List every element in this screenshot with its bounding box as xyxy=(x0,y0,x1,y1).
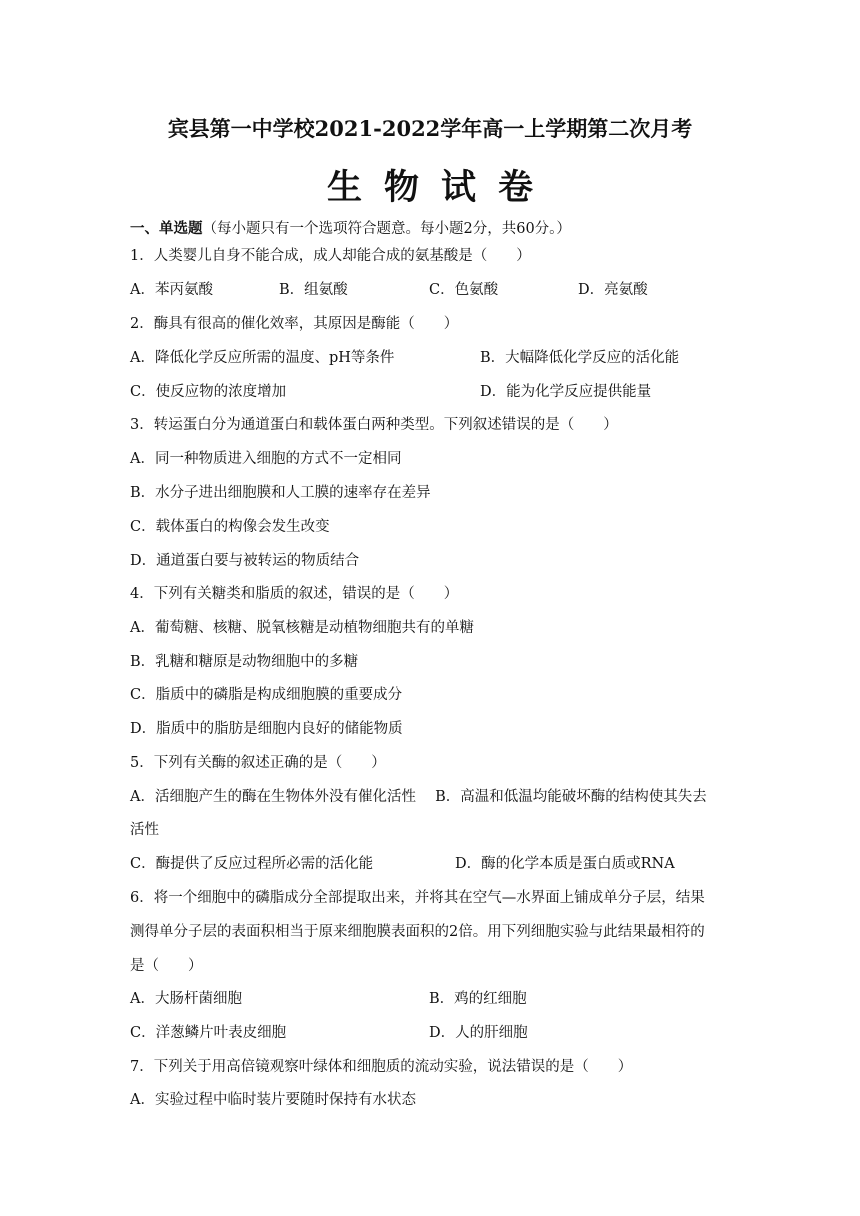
question-5-options-ab: A．活细胞产生的酶在生物体外没有催化活性 B．高温和低温均能破坏酶的结构使其失去 xyxy=(130,789,707,805)
question-6-option-a: A．大肠杆菌细胞 xyxy=(130,991,242,1007)
question-2-stem: 2．酶具有很高的催化效率，其原因是酶能（ ） xyxy=(130,316,459,332)
question-5-option-d: D．酶的化学本质是蛋白质或RNA xyxy=(455,856,675,872)
exam-title: 宾县第一中学校2021-2022学年高一上学期第二次月考 xyxy=(167,116,693,141)
question-2-option-c: C．使反应物的浓度增加 xyxy=(130,384,287,400)
question-7-stem: 7．下列关于用高倍镜观察叶绿体和细胞质的流动实验，说法错误的是（ ） xyxy=(130,1059,633,1075)
question-6-option-d: D．人的肝细胞 xyxy=(429,1025,528,1041)
question-6-option-c: C．洋葱鳞片叶表皮细胞 xyxy=(130,1025,287,1041)
question-3-option-a: A．同一种物质进入细胞的方式不一定相同 xyxy=(130,451,402,467)
question-3-stem: 3．转运蛋白分为通道蛋白和载体蛋白两种类型。下列叙述错误的是（ ） xyxy=(130,417,618,433)
question-1-option-b: B．组氨酸 xyxy=(279,282,348,298)
question-1-option-c: C．色氨酸 xyxy=(429,282,499,298)
question-5-option-b-continued: 活性 xyxy=(130,822,159,838)
question-4-stem: 4．下列有关糖类和脂质的叙述，错误的是（ ） xyxy=(130,586,459,602)
question-2-option-b: B．大幅降低化学反应的活化能 xyxy=(480,350,680,366)
question-2-option-d: D．能为化学反应提供能量 xyxy=(480,384,652,400)
question-6-stem-line-1: 6．将一个细胞中的磷脂成分全部提取出来，并将其在空气—水界面上铺成单分子层，结果 xyxy=(130,890,705,906)
question-4-option-a: A．葡萄糖、核糖、脱氧核糖是动植物细胞共有的单糖 xyxy=(130,620,474,636)
question-6-stem-line-3: 是（ ） xyxy=(130,958,203,974)
question-6-option-b: B．鸡的红细胞 xyxy=(429,991,527,1007)
question-4-option-d: D．脂质中的脂肪是细胞内良好的储能物质 xyxy=(130,721,403,737)
section-label: 一、单选题 xyxy=(130,220,203,237)
question-3-option-d: D．通道蛋白要与被转运的物质结合 xyxy=(130,553,360,569)
section-heading xyxy=(130,219,571,239)
question-1-stem: 1．人类婴儿自身不能合成，成人却能合成的氨基酸是（ ） xyxy=(130,248,531,264)
question-3-option-b: B．水分子进出细胞膜和人工膜的速率存在差异 xyxy=(130,485,431,501)
question-7-option-a: A．实验过程中临时装片要随时保持有水状态 xyxy=(130,1092,416,1108)
question-5-stem: 5．下列有关酶的叙述正确的是（ ） xyxy=(130,755,386,771)
question-5-option-c: C．酶提供了反应过程所必需的活化能 xyxy=(130,856,374,872)
question-1-option-d: D．亮氨酸 xyxy=(578,282,648,298)
question-1-option-a: A．苯丙氨酸 xyxy=(130,282,213,298)
question-3-option-c: C．载体蛋白的构像会发生改变 xyxy=(130,519,330,535)
question-4-option-c: C．脂质中的磷脂是构成细胞膜的重要成分 xyxy=(130,687,403,703)
section-instruction: （每小题只有一个选项符合题意。每小题2分，共60分。） xyxy=(202,221,571,237)
question-4-option-b: B．乳糖和糖原是动物细胞中的多糖 xyxy=(130,654,359,670)
subject-title: 生物试卷 xyxy=(326,167,555,208)
question-2-option-a: A．降低化学反应所需的温度、pH等条件 xyxy=(130,350,395,366)
question-6-stem-line-2: 测得单分子层的表面积相当于原来细胞膜表面积的2倍。用下列细胞实验与此结果最相符的 xyxy=(130,924,705,940)
